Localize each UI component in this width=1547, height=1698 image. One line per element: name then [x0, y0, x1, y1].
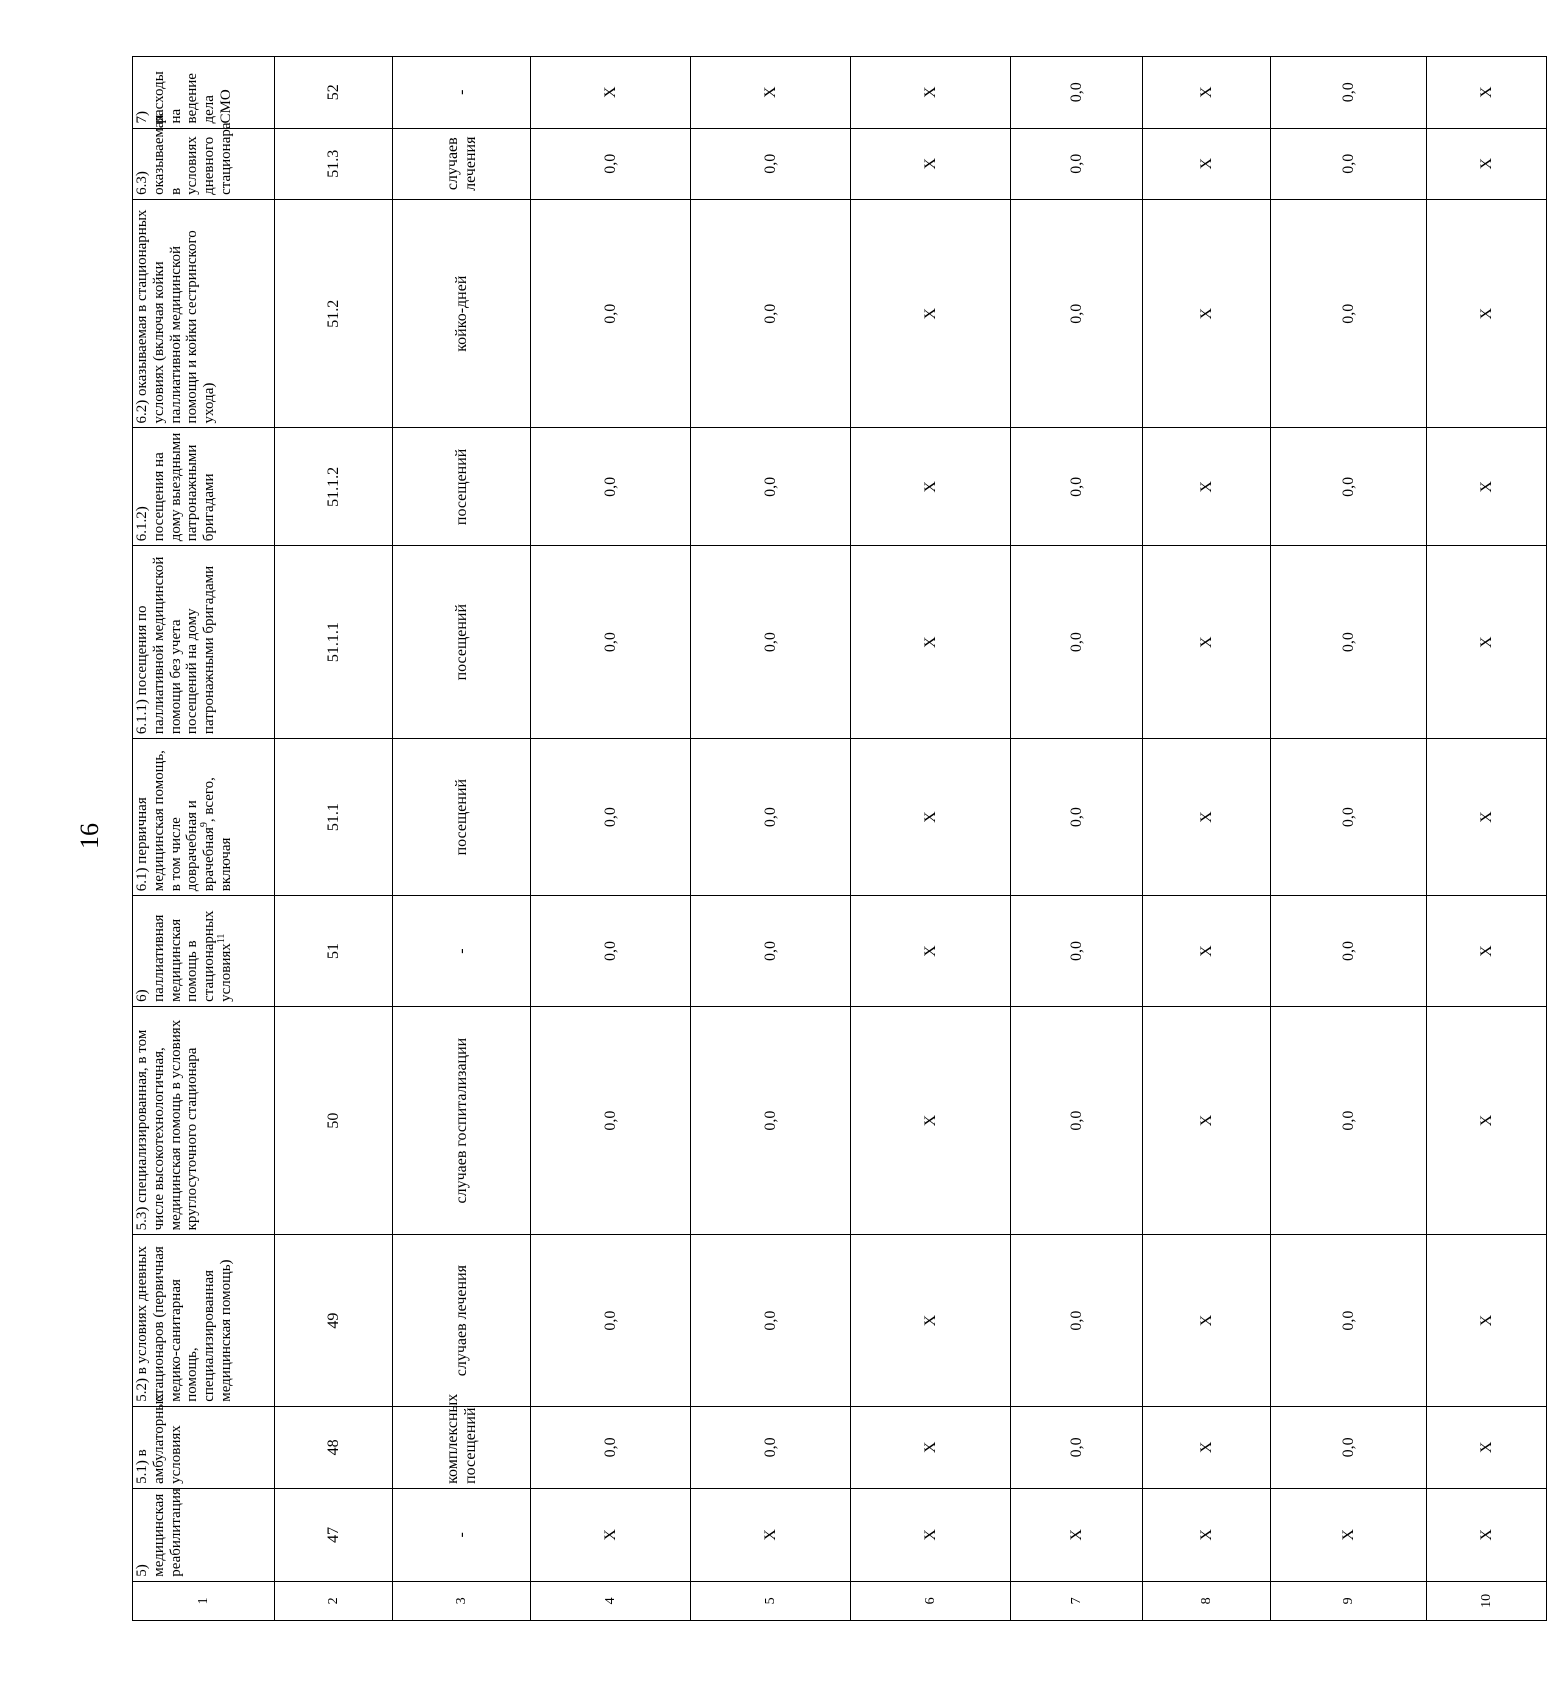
value-cell: X — [1011, 1488, 1143, 1581]
value-cell: X — [851, 57, 1011, 129]
value-cell: 0,0 — [531, 1406, 691, 1488]
column-header: 7 — [1011, 1581, 1143, 1620]
row-code: 47 — [275, 1488, 393, 1581]
value-cell: 0,0 — [1011, 199, 1143, 428]
value-cell: 0,0 — [691, 128, 851, 199]
row-label — [133, 114, 275, 199]
row-label-text: 5.3) специализированная, в том числе высокотехнологичная, медицинская помощь в условиях круглосуточного стационара — [134, 1019, 201, 1231]
value-cell: 0,0 — [531, 428, 691, 546]
value-cell: 0,0 — [691, 1406, 851, 1488]
value-cell: 0,0 — [1271, 1006, 1427, 1235]
unit-cell: - — [393, 57, 531, 129]
column-header: 1 — [133, 1581, 275, 1620]
table-column-9 — [1271, 57, 1427, 1621]
column-header: 4 — [531, 1581, 691, 1620]
value-cell: 0,0 — [1271, 1406, 1427, 1488]
data-table — [132, 56, 1547, 1621]
value-cell: X — [851, 199, 1011, 428]
value-cell: 0,0 — [691, 1235, 851, 1406]
value-cell: X — [1143, 1006, 1271, 1235]
value-cell: 0,0 — [1271, 199, 1427, 428]
unit-cell: комплексных посещений — [393, 1406, 531, 1488]
row-label — [133, 739, 275, 896]
row-label-tail: , всего, включая — [201, 777, 234, 892]
table-column-7 — [1011, 57, 1143, 1621]
value-cell: 0,0 — [1271, 128, 1427, 199]
footnote-marker: 9 — [199, 822, 211, 828]
value-cell: X — [1427, 896, 1547, 1007]
value-cell: X — [1427, 1488, 1547, 1581]
value-cell: 0,0 — [1011, 896, 1143, 1007]
value-cell: 0,0 — [531, 199, 691, 428]
row-label-text: 6.1.1) посещения по паллиативной медицинской помощи без учета посещений на дому патронажными бригадами — [134, 556, 218, 735]
value-cell: 0,0 — [1011, 57, 1143, 129]
value-cell: 0,0 — [1271, 896, 1427, 1007]
value-cell: X — [1427, 128, 1547, 199]
column-header: 9 — [1271, 1581, 1427, 1620]
row-code: 51.3 — [275, 128, 393, 199]
row-label — [133, 1235, 275, 1406]
value-cell: X — [1427, 546, 1547, 739]
value-cell: 0,0 — [1011, 128, 1143, 199]
value-cell: X — [1427, 1006, 1547, 1235]
unit-cell: случаев лечения — [393, 128, 531, 199]
value-cell: X — [1427, 57, 1547, 129]
value-cell: X — [1143, 1406, 1271, 1488]
value-cell: X — [1143, 57, 1271, 129]
row-label-text: 5.1) в амбулаторных условиях — [134, 1393, 184, 1484]
row-label-text: 6.1.2) посещения на дому выездными патронажными бригадами — [134, 432, 218, 542]
row-label — [133, 546, 275, 739]
value-cell: 0,0 — [691, 896, 851, 1007]
value-cell: X — [851, 1006, 1011, 1235]
row-label-text: 6) паллиативная медицинская помощь в стационарных условиях — [134, 910, 234, 1002]
unit-cell: случаев лечения — [393, 1235, 531, 1406]
row-label — [133, 57, 275, 129]
row-code: 51.1.2 — [275, 428, 393, 546]
value-cell: X — [531, 1488, 691, 1581]
row-code: 51.1 — [275, 739, 393, 896]
table-column-8 — [1143, 57, 1271, 1621]
value-cell: 0,0 — [531, 1235, 691, 1406]
value-cell: 0,0 — [691, 546, 851, 739]
row-label — [133, 1488, 275, 1581]
table-column-6 — [851, 57, 1011, 1621]
row-code: 51.2 — [275, 199, 393, 428]
value-cell: X — [1427, 1235, 1547, 1406]
value-cell: 0,0 — [1271, 1235, 1427, 1406]
value-cell: X — [1143, 428, 1271, 546]
value-cell: X — [851, 739, 1011, 896]
page-number: 16 — [75, 823, 104, 849]
value-cell: 0,0 — [531, 128, 691, 199]
row-label-text: 7) расходы на ведение дела СМО — [134, 71, 234, 124]
value-cell: 0,0 — [531, 1006, 691, 1235]
table-column-10 — [1427, 57, 1547, 1621]
value-cell: X — [1143, 546, 1271, 739]
row-code: 48 — [275, 1406, 393, 1488]
row-code: 51 — [275, 896, 393, 1007]
value-cell: 0,0 — [1011, 739, 1143, 896]
row-label — [133, 896, 275, 1007]
value-cell: 0,0 — [1011, 1006, 1143, 1235]
table-column-2 — [275, 57, 393, 1621]
value-cell: X — [851, 896, 1011, 1007]
value-cell: X — [1427, 428, 1547, 546]
row-label-text: 6.3) оказываемая в условиях дневного стационара — [134, 114, 234, 195]
value-cell: X — [1143, 1235, 1271, 1406]
value-cell: 0,0 — [691, 739, 851, 896]
value-cell: X — [851, 1488, 1011, 1581]
footnote-marker: 11 — [215, 933, 227, 944]
table-column-3 — [393, 57, 531, 1621]
column-header: 5 — [691, 1581, 851, 1620]
row-label-text: 5.2) в условиях дневных стационаров (первичная медико-санитарная помощь, специализированная медицинская помощь) — [134, 1246, 234, 1402]
value-cell: X — [851, 428, 1011, 546]
row-code: 52 — [275, 57, 393, 129]
value-cell: 0,0 — [691, 199, 851, 428]
value-cell: 0,0 — [1271, 57, 1427, 129]
table-column-4 — [531, 57, 691, 1621]
value-cell: X — [1143, 128, 1271, 199]
value-cell: 0,0 — [1011, 428, 1143, 546]
value-cell: 0,0 — [1271, 739, 1427, 896]
value-cell: 0,0 — [1011, 1406, 1143, 1488]
value-cell: 0,0 — [691, 1006, 851, 1235]
unit-cell: случаев госпитализации — [393, 1006, 531, 1235]
value-cell: 0,0 — [531, 546, 691, 739]
value-cell: 0,0 — [1011, 546, 1143, 739]
value-cell: X — [691, 57, 851, 129]
column-header: 2 — [275, 1581, 393, 1620]
row-label — [133, 428, 275, 546]
row-code: 50 — [275, 1006, 393, 1235]
column-header: 8 — [1143, 1581, 1271, 1620]
value-cell: 0,0 — [1271, 428, 1427, 546]
unit-cell: койко-дней — [393, 199, 531, 428]
row-code: 49 — [275, 1235, 393, 1406]
unit-cell: - — [393, 896, 531, 1007]
table-container — [132, 56, 1495, 1621]
value-cell: X — [1427, 199, 1547, 428]
row-label-text: 5) медицинская реабилитация — [134, 1488, 184, 1577]
value-cell: X — [1143, 739, 1271, 896]
table-column-5 — [691, 57, 851, 1621]
unit-cell: посещений — [393, 428, 531, 546]
value-cell: X — [851, 1235, 1011, 1406]
column-header: 10 — [1427, 1581, 1547, 1620]
value-cell: 0,0 — [531, 896, 691, 1007]
row-label — [133, 1006, 275, 1235]
row-label-text: 6.2) оказываемая в стационарных условиях (включая койки паллиативной медицинской помощи и койки сестринского ухода) — [134, 209, 218, 424]
value-cell: X — [1427, 739, 1547, 896]
value-cell: 0,0 — [1011, 1235, 1143, 1406]
value-cell: X — [691, 1488, 851, 1581]
value-cell: X — [1271, 1488, 1427, 1581]
value-cell: X — [1427, 1406, 1547, 1488]
column-header: 3 — [393, 1581, 531, 1620]
table-column-1 — [133, 57, 275, 1621]
unit-cell: посещений — [393, 739, 531, 896]
row-label — [133, 1393, 275, 1488]
value-cell: X — [851, 128, 1011, 199]
column-header: 6 — [851, 1581, 1011, 1620]
row-label — [133, 199, 275, 428]
value-cell: 0,0 — [1271, 546, 1427, 739]
unit-cell: - — [393, 1488, 531, 1581]
row-code: 51.1.1 — [275, 546, 393, 739]
value-cell: X — [1143, 199, 1271, 428]
unit-cell: посещений — [393, 546, 531, 739]
value-cell: 0,0 — [531, 739, 691, 896]
value-cell: X — [851, 546, 1011, 739]
value-cell: X — [531, 57, 691, 129]
value-cell: X — [1143, 1488, 1271, 1581]
value-cell: 0,0 — [691, 428, 851, 546]
value-cell: X — [1143, 896, 1271, 1007]
value-cell: X — [851, 1406, 1011, 1488]
row-label-text: 6.1) первичная медицинская помощь, в том числе доврачебная и врачебная — [134, 750, 218, 892]
